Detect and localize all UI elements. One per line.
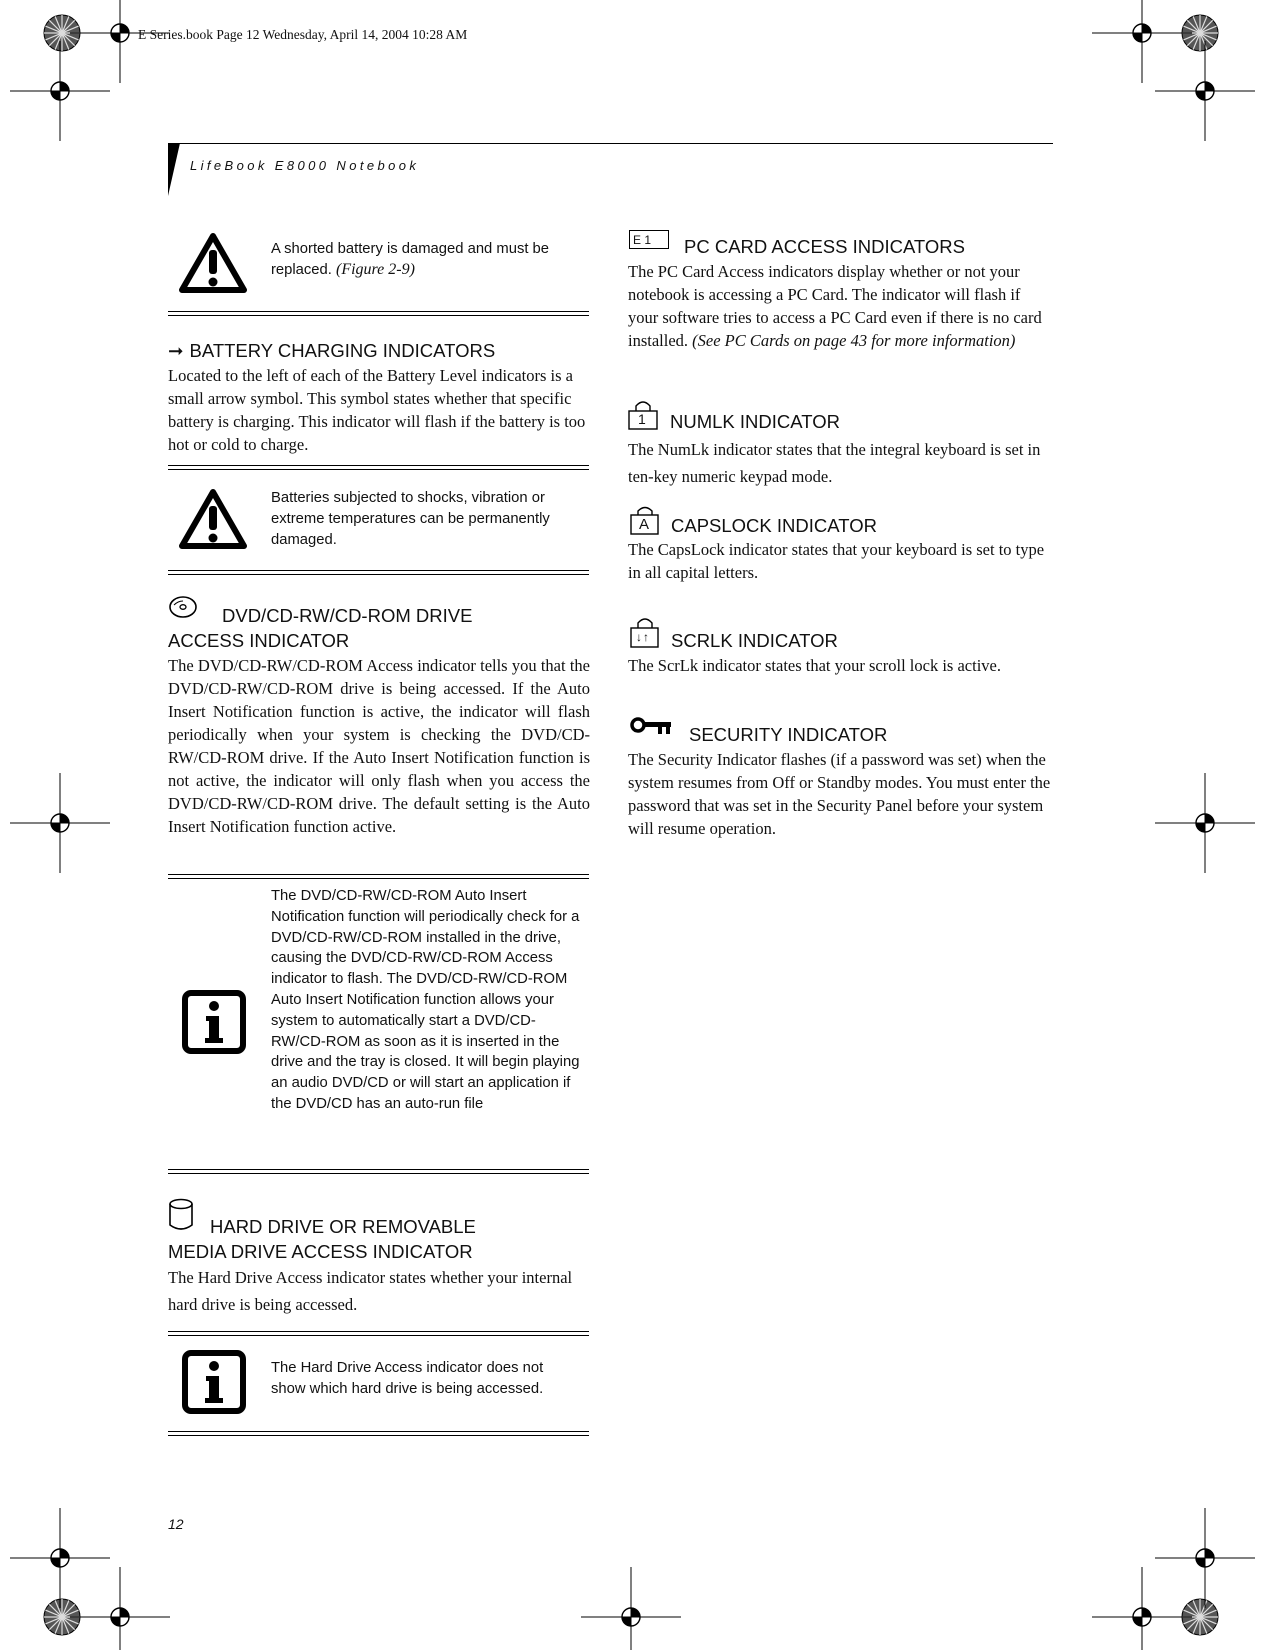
- hdd-body: The Hard Drive Access indicator states whether your internal hard drive is being accessed.: [168, 1268, 573, 1314]
- scrlk-body: The ScrLk indicator states that your scroll lock is active.: [628, 656, 1001, 675]
- numlk-heading: NUMLK INDICATOR: [670, 411, 840, 432]
- section-divider: [168, 1169, 589, 1174]
- numlk-body: The NumLk indicator states that the integral keyboard is set in ten-key numeric keypad mode.: [628, 440, 1041, 486]
- warning-note-shorted-battery: A shorted battery is damaged and must be replaced. (Figure 2-9): [271, 241, 550, 278]
- page-number: 12: [168, 1516, 184, 1532]
- capslock-body: The CapsLock indicator states that your keyboard is set to type in all capital letters.: [628, 540, 1045, 582]
- info-icon: [182, 1350, 246, 1414]
- crosshair-mark: [70, 1567, 170, 1650]
- print-slug: E Series.book Page 12 Wednesday, April 14, 2004 10:28 AM: [138, 27, 468, 42]
- hdd-heading-line2: MEDIA DRIVE ACCESS INDICATOR: [168, 1241, 473, 1262]
- battery-charging-heading: ➞ BATTERY CHARGING INDICATORS: [168, 340, 496, 361]
- battery-charging-body: Located to the left of each of the Battery Level indicators is a small arrow symbol. This symbol states whether that specific battery is charging. This indicator will flash if the battery is too hot or cold to charge.: [168, 366, 586, 454]
- crosshair-mark: [10, 41, 110, 141]
- crosshair-mark: [581, 1567, 681, 1650]
- crosshair-mark: [1092, 1567, 1192, 1650]
- hdd-heading-line1: HARD DRIVE OR REMOVABLE: [210, 1216, 476, 1237]
- section-divider: [168, 874, 589, 879]
- header-triangle: [168, 143, 180, 197]
- key-icon: [629, 716, 673, 738]
- crosshair-mark: [1155, 41, 1255, 141]
- crosshair-mark: [1155, 773, 1255, 873]
- scrlk-heading: SCRLK INDICATOR: [671, 630, 838, 651]
- section-divider: [168, 1431, 589, 1436]
- section-divider: [168, 465, 589, 470]
- pc-card-heading: PC CARD ACCESS INDICATORS: [684, 236, 965, 257]
- dvd-body: The DVD/CD-RW/CD-ROM Access indicator tells you that the DVD/CD-RW/CD-ROM drive is being accessed. If the Auto Insert Notification function is active, the indicator will flash periodically when your system is checking the DVD/CD-RW/CD-ROM drive. If the Auto Insert Notification function is not active, the indicator will only flash when you access the DVD/CD-RW/CD-ROM drive. The default setting is the Auto Insert Notification function active.: [168, 656, 590, 836]
- arrow-right-icon: ➞: [168, 340, 184, 361]
- disc-icon: [168, 595, 198, 619]
- info-icon: [182, 990, 246, 1054]
- crosshair-mark: [10, 773, 110, 873]
- security-heading: SECURITY INDICATOR: [689, 724, 888, 745]
- section-divider: [168, 1331, 589, 1336]
- dvd-heading-line1: DVD/CD-RW/CD-ROM DRIVE: [222, 605, 473, 626]
- info-note-hard-drive: The Hard Drive Access indicator does not show which hard drive is being accessed.: [271, 1360, 544, 1397]
- crosshair-mark: [10, 1508, 110, 1608]
- capslock-heading: CAPSLOCK INDICATOR: [671, 515, 877, 536]
- running-header: LifeBook E8000 Notebook: [190, 158, 420, 173]
- warning-note-shock: Batteries subjected to shocks, vibration or extreme temperatures can be permanently damaged.: [271, 490, 550, 548]
- hard-drive-icon: [168, 1198, 196, 1232]
- info-note-auto-insert: The DVD/CD-RW/CD-ROM Auto Insert Notification function will periodically check for a DVD/CD-RW/CD-ROM installed in the drive, causing the DVD/CD-RW/CD-ROM Access indicator to flash. The DVD/CD-RW/CD-ROM Auto Insert Notification function allows your system to automatically start a DVD/CD-RW/CD-ROM as soon as it is inserted in the drive and the tray is closed. It will begin playing an audio DVD/CD or will start an application if the DVD/CD has an auto-run file: [271, 888, 580, 1112]
- warning-icon: [178, 232, 248, 294]
- pc-card-icon: E 1: [629, 230, 669, 249]
- crosshair-mark: [1155, 1508, 1255, 1608]
- pc-card-body: The PC Card Access indicators display whether or not your notebook is accessing a PC Card. The indicator will flash if your software tries to access a PC Card even if there is no card installed. (See PC Cards on page 43 for more information): [628, 262, 1042, 350]
- crosshair-mark: [1092, 0, 1192, 83]
- security-body: The Security Indicator flashes (if a password was set) when the system resumes from Off or Standby modes. You must enter the password that was set in the Security Panel before your system will resume operation.: [628, 750, 1051, 838]
- dvd-heading-line2: ACCESS INDICATOR: [168, 630, 350, 651]
- warning-icon: [178, 488, 248, 550]
- section-divider: [168, 311, 589, 316]
- section-divider: [168, 570, 589, 575]
- header-rule: [168, 143, 1053, 144]
